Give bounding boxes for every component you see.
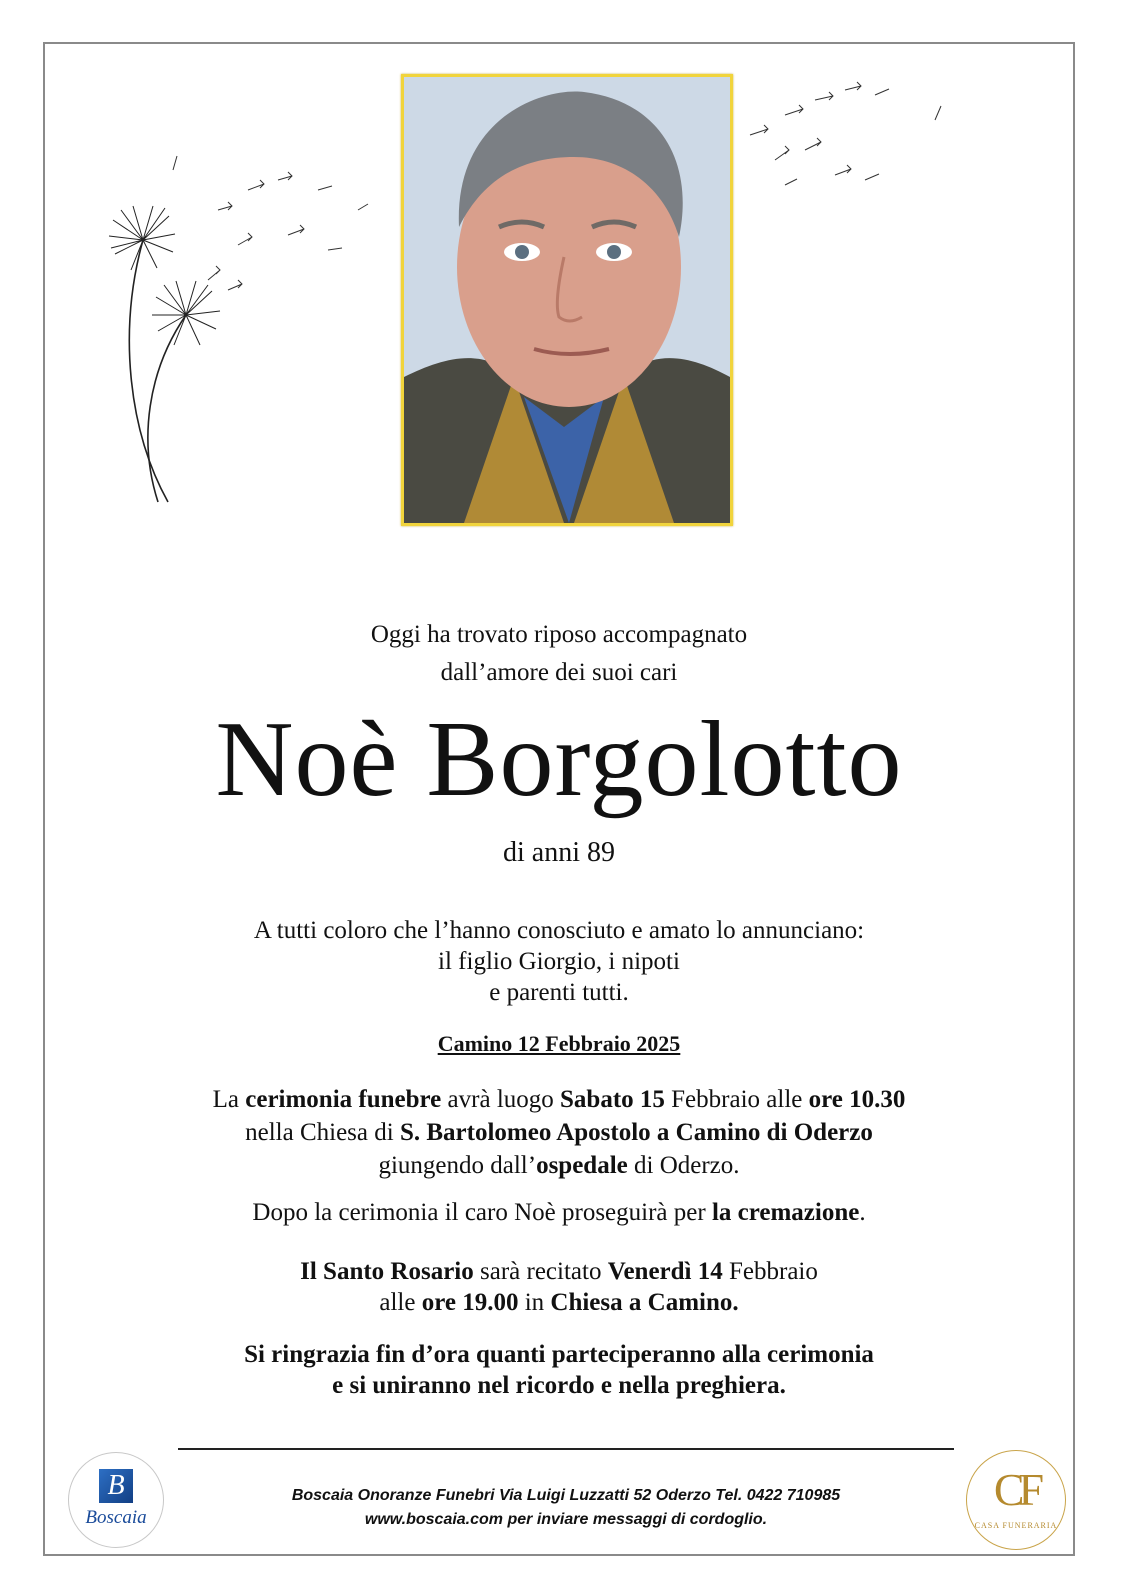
- announcement-line-1: A tutti coloro che l’hanno conosciuto e amato lo annunciano:: [253, 917, 865, 944]
- footer-line-1: Boscaia Onoranze Funebri Via Luigi Luzzatti 52 Oderzo Tel. 0422 710985: [291, 1487, 841, 1504]
- intro-line-2: dall’amore dei suoi cari: [440, 659, 678, 686]
- announcement-line-2: il figlio Giorgio, i nipoti: [438, 948, 680, 975]
- intro-text: [43, 616, 1075, 692]
- deceased-age: di anni 89: [503, 837, 615, 868]
- thanks-line-1: Si ringrazia fin d’ora quanti parteciperanno alla cerimonia: [244, 1341, 874, 1368]
- cremation-note: Dopo la cerimonia il caro Noè proseguirà per la cremazione.: [252, 1199, 866, 1226]
- dandelion-seeds-icon: [745, 80, 985, 210]
- intro-line-1: Oggi ha trovato riposo accompagnato: [370, 621, 748, 648]
- rosary-line-2: alle ore 19.00 in Chiesa a Camino.: [379, 1289, 739, 1316]
- portrait-photo: [401, 74, 733, 526]
- notice-date: Camino 12 Febbraio 2025: [437, 1031, 681, 1056]
- thanks-note: [43, 1339, 1075, 1401]
- rosary-line-1: Il Santo Rosario sarà recitato Venerdì 14 Febbraio: [300, 1258, 818, 1285]
- boscaia-logo-text: Boscaia: [85, 1507, 147, 1528]
- rosary-details: [43, 1256, 1075, 1318]
- announcement-line-3: e parenti tutti.: [489, 979, 629, 1006]
- footer-line-2: www.boscaia.com per inviare messaggi di cordoglio.: [364, 1511, 768, 1528]
- footer-contact: [178, 1484, 954, 1532]
- deceased-name: Noè Borgolotto: [215, 700, 903, 819]
- ceremony-line-2: nella Chiesa di S. Bartolomeo Apostolo a Camino di Oderzo: [245, 1119, 873, 1146]
- ceremony-line-1: La cerimonia funebre avrà luogo Sabato 15 Febbraio alle ore 10.30: [212, 1086, 906, 1113]
- casa-funeraria-text: CASA FUNERARIA: [974, 1521, 1058, 1530]
- footer-divider: [178, 1448, 954, 1450]
- casa-funeraria-logo: [966, 1450, 1066, 1550]
- thanks-line-2: e si uniranno nel ricordo e nella preghiera.: [332, 1372, 786, 1399]
- ceremony-line-3: giungendo dall’ospedale di Oderzo.: [378, 1152, 740, 1179]
- announcement: [43, 915, 1075, 1008]
- ceremony-details: [43, 1083, 1075, 1182]
- casa-funeraria-monogram: CF: [993, 1464, 1039, 1515]
- boscaia-logo: [68, 1452, 164, 1548]
- boscaia-logo-initial: B: [99, 1469, 133, 1503]
- dandelion-icon: [88, 150, 408, 505]
